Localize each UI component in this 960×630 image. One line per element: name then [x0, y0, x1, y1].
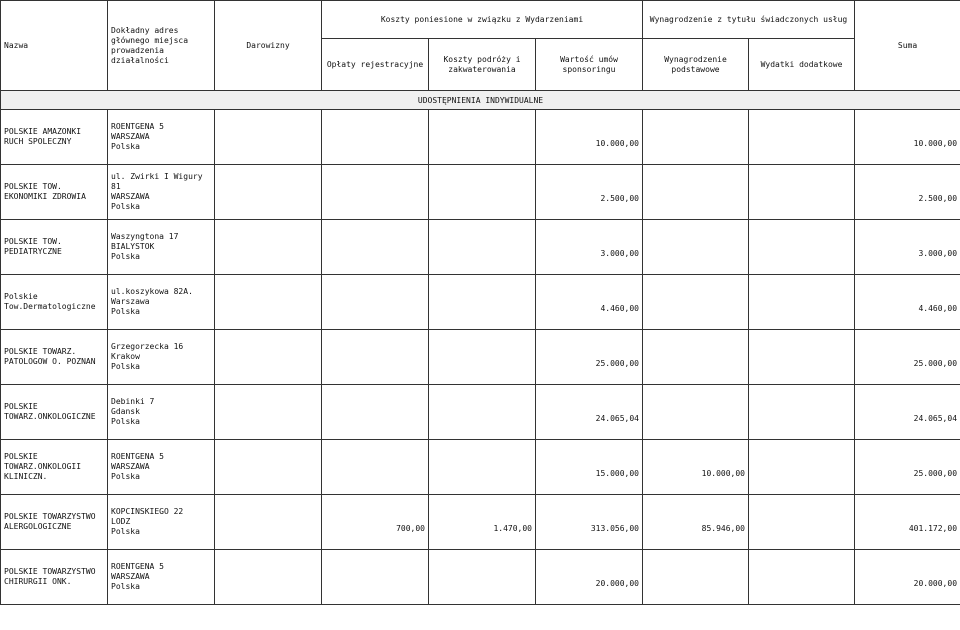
total-cell: 10.000,00	[855, 110, 960, 165]
address-line: Polska	[111, 307, 140, 316]
entity-name: POLSKIE TOWARZYSTWO ALERGOLOGICZNE	[1, 495, 108, 550]
travel-cell	[429, 110, 536, 165]
donations-cell	[215, 495, 322, 550]
address-line: Polska	[111, 582, 140, 591]
entity-address	[108, 330, 215, 385]
header-additional-expenses: Wydatki dodatkowe	[749, 39, 855, 91]
entity-address	[108, 440, 215, 495]
address-line: LODZ	[111, 517, 131, 526]
header-total: Suma	[855, 1, 960, 91]
donations-cell	[215, 440, 322, 495]
address-line: Polska	[111, 527, 140, 536]
registration-cell	[322, 275, 429, 330]
table-row	[1, 110, 960, 165]
entity-name: POLSKIE TOW. PEDIATRYCZNE	[1, 220, 108, 275]
address-line: Polska	[111, 417, 140, 426]
table-row	[1, 550, 960, 605]
address-line: WARSZAWA	[111, 462, 150, 471]
header-basic-fee: Wynagrodzenie podstawowe	[643, 39, 749, 91]
sponsorship-cell: 24.065,04	[536, 385, 643, 440]
table-body	[1, 110, 960, 605]
address-line: WARSZAWA	[111, 572, 150, 581]
entity-name: POLSKIE TOWARZ.ONKOLOGICZNE	[1, 385, 108, 440]
address-line: WARSZAWA	[111, 132, 150, 141]
registration-cell: 700,00	[322, 495, 429, 550]
travel-cell	[429, 220, 536, 275]
address-line: Polska	[111, 362, 140, 371]
address-line: Polska	[111, 142, 140, 151]
total-cell: 20.000,00	[855, 550, 960, 605]
sponsorship-cell: 10.000,00	[536, 110, 643, 165]
address-line: Grzegorzecka 16	[111, 342, 184, 351]
address-line: ROENTGENA 5	[111, 122, 164, 131]
entity-address	[108, 385, 215, 440]
registration-cell	[322, 330, 429, 385]
basic-fee-cell	[643, 275, 749, 330]
travel-cell	[429, 550, 536, 605]
basic-fee-cell	[643, 330, 749, 385]
additional-cell	[749, 275, 855, 330]
table-row	[1, 165, 960, 220]
total-cell: 4.460,00	[855, 275, 960, 330]
additional-cell	[749, 440, 855, 495]
sponsorship-cell: 2.500,00	[536, 165, 643, 220]
address-line: ul.koszykowa 82A.	[111, 287, 193, 296]
registration-cell	[322, 550, 429, 605]
header-registration-fees: Opłaty rejestracyjne	[322, 39, 429, 91]
travel-cell	[429, 165, 536, 220]
sponsorship-cell: 313.056,00	[536, 495, 643, 550]
basic-fee-cell: 85.946,00	[643, 495, 749, 550]
table-row	[1, 220, 960, 275]
travel-cell: 1.470,00	[429, 495, 536, 550]
table-row	[1, 495, 960, 550]
entity-name: POLSKIE AMAZONKI RUCH SPOLECZNY	[1, 110, 108, 165]
header-address: Dokładny adres głównego miejsca prowadzenia działalności	[108, 1, 215, 91]
total-cell: 401.172,00	[855, 495, 960, 550]
entity-name: POLSKIE TOW. EKONOMIKI ZDROWIA	[1, 165, 108, 220]
address-line: Polska	[111, 252, 140, 261]
total-cell: 25.000,00	[855, 330, 960, 385]
entity-name: POLSKIE TOWARZYSTWO CHIRURGII ONK.	[1, 550, 108, 605]
additional-cell	[749, 110, 855, 165]
donations-cell	[215, 550, 322, 605]
additional-cell	[749, 220, 855, 275]
registration-cell	[322, 220, 429, 275]
address-line: Krakow	[111, 352, 140, 361]
sponsorship-cell: 4.460,00	[536, 275, 643, 330]
sponsorship-cell: 20.000,00	[536, 550, 643, 605]
header-sponsorship-value: Wartość umów sponsoringu	[536, 39, 643, 91]
total-cell: 3.000,00	[855, 220, 960, 275]
entity-name: POLSKIE TOWARZ. PATOLOGOW O. POZNAN	[1, 330, 108, 385]
address-line: ul. Zwirki I Wigury 81	[111, 172, 203, 191]
additional-cell	[749, 550, 855, 605]
address-line: Debinki 7	[111, 397, 155, 406]
entity-address	[108, 495, 215, 550]
address-line: Warszawa	[111, 297, 150, 306]
header-fees-group: Wynagrodzenie z tytułu świadczonych usług	[643, 1, 855, 39]
donations-cell	[215, 165, 322, 220]
additional-cell	[749, 385, 855, 440]
address-line: KOPCINSKIEGO 22	[111, 507, 184, 516]
entity-name: POLSKIE TOWARZ.ONKOLOGII KLINICZN.	[1, 440, 108, 495]
header-donations: Darowizny	[215, 1, 322, 91]
table-row	[1, 330, 960, 385]
sponsorship-cell: 3.000,00	[536, 220, 643, 275]
registration-cell	[322, 440, 429, 495]
entity-name: Polskie Tow.Dermatologiczne	[1, 275, 108, 330]
travel-cell	[429, 440, 536, 495]
entity-address	[108, 275, 215, 330]
section-title: UDOSTĘPNIENIA INDYWIDUALNE	[1, 91, 960, 110]
address-line: Waszyngtona 17	[111, 232, 179, 241]
basic-fee-cell	[643, 385, 749, 440]
travel-cell	[429, 330, 536, 385]
donations-cell	[215, 220, 322, 275]
address-line: BIALYSTOK	[111, 242, 155, 251]
travel-cell	[429, 385, 536, 440]
total-cell: 24.065,04	[855, 385, 960, 440]
basic-fee-cell	[643, 550, 749, 605]
table-row	[1, 385, 960, 440]
address-line: ROENTGENA 5	[111, 452, 164, 461]
address-line: ROENTGENA 5	[111, 562, 164, 571]
registration-cell	[322, 165, 429, 220]
header-costs-group: Koszty poniesione w związku z Wydarzeniami	[322, 1, 643, 39]
additional-cell	[749, 165, 855, 220]
basic-fee-cell	[643, 165, 749, 220]
table-row	[1, 275, 960, 330]
additional-cell	[749, 330, 855, 385]
donations-cell	[215, 110, 322, 165]
donations-cell	[215, 275, 322, 330]
sponsorship-cell: 25.000,00	[536, 330, 643, 385]
header-name: Nazwa	[1, 1, 108, 91]
address-line: Polska	[111, 202, 140, 211]
entity-address	[108, 550, 215, 605]
registration-cell	[322, 110, 429, 165]
registration-cell	[322, 385, 429, 440]
entity-address	[108, 220, 215, 275]
donations-cell	[215, 385, 322, 440]
total-cell: 25.000,00	[855, 440, 960, 495]
additional-cell	[749, 495, 855, 550]
table-row	[1, 440, 960, 495]
donations-cell	[215, 330, 322, 385]
total-cell: 2.500,00	[855, 165, 960, 220]
address-line: Gdansk	[111, 407, 140, 416]
address-line: WARSZAWA	[111, 192, 150, 201]
basic-fee-cell	[643, 110, 749, 165]
entity-address	[108, 110, 215, 165]
basic-fee-cell: 10.000,00	[643, 440, 749, 495]
basic-fee-cell	[643, 220, 749, 275]
header-travel-costs: Koszty podróży i zakwaterowania	[429, 39, 536, 91]
sponsorship-cell: 15.000,00	[536, 440, 643, 495]
entity-address	[108, 165, 215, 220]
travel-cell	[429, 275, 536, 330]
address-line: Polska	[111, 472, 140, 481]
